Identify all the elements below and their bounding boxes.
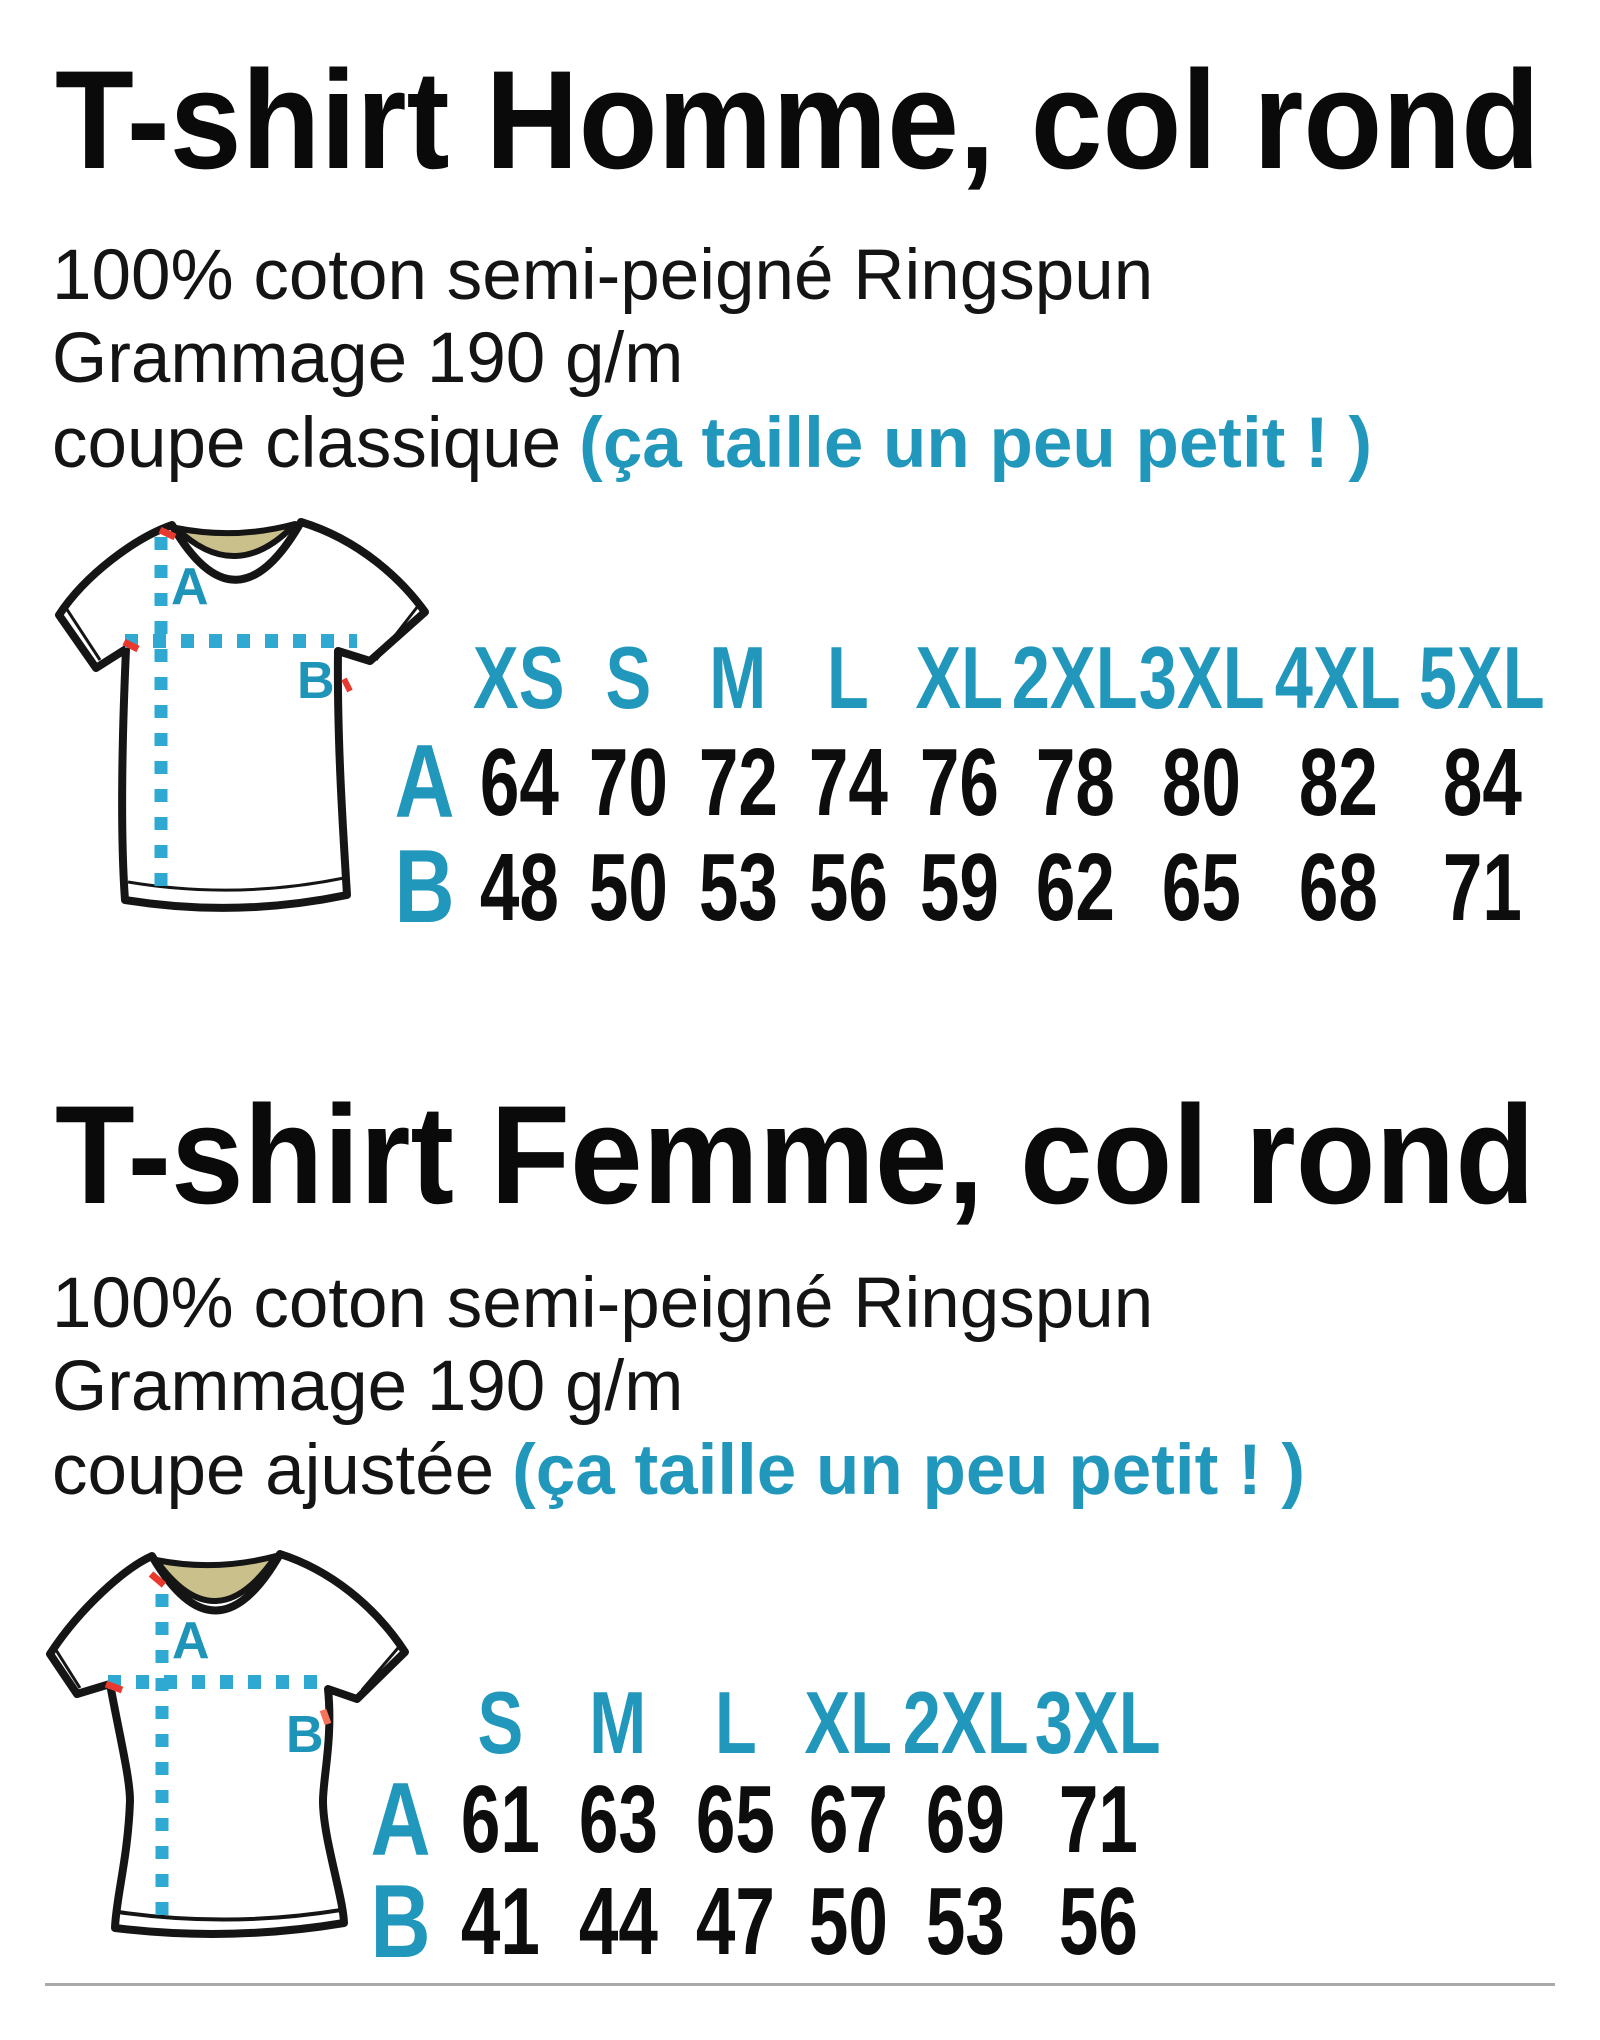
size-header-label: 4XL	[1275, 627, 1401, 727]
row-label: B	[370, 1863, 431, 1980]
homme-size-table	[385, 625, 1556, 945]
tshirt-outline	[50, 1554, 405, 1934]
size-header-label: 5XL	[1419, 627, 1545, 727]
size-header-cell	[443, 1674, 558, 1772]
size-header-cell	[903, 1674, 1028, 1772]
femme-size-table	[358, 1673, 1168, 1980]
size-value: 61	[460, 1766, 541, 1873]
size-value-cell	[1028, 1766, 1168, 1873]
size-value: 65	[1161, 833, 1242, 941]
size-value: 70	[588, 728, 668, 836]
homme-fit-line	[52, 404, 1373, 483]
red-tick-right	[323, 1710, 328, 1724]
size-header-cell	[793, 1674, 903, 1772]
size-value-cell	[683, 730, 793, 835]
size-header-cell	[683, 625, 793, 730]
size-value: 53	[925, 1868, 1006, 1975]
size-value-cell	[678, 1766, 793, 1873]
femme-weight-line: Grammage 190 g/m	[52, 1347, 684, 1426]
red-tick-right	[344, 679, 350, 691]
size-header-cell	[1135, 625, 1268, 730]
femme-fit-line	[52, 1431, 1306, 1510]
size-header-label: 2XL	[902, 1673, 1029, 1772]
size-header-label: XL	[804, 1673, 892, 1772]
size-value-cell	[1408, 835, 1556, 940]
size-header-cell	[1028, 1674, 1168, 1772]
size-value-cell	[558, 1766, 678, 1873]
size-header-label: 3XL	[1138, 627, 1265, 727]
size-value: 82	[1298, 728, 1378, 836]
size-value-cell	[903, 1766, 1028, 1873]
size-value-cell	[1028, 1868, 1168, 1976]
size-value-cell	[1015, 835, 1135, 940]
size-value-cell	[1015, 730, 1135, 835]
row-label: A	[394, 724, 456, 840]
size-value: 56	[808, 833, 888, 941]
size-value-cell	[558, 1868, 678, 1976]
size-value: 56	[1058, 1868, 1138, 1975]
size-header-cell	[1012, 625, 1138, 730]
femme-material-line: 100% coton semi-peigné Ringspun	[52, 1264, 1154, 1343]
size-header-cell	[793, 625, 903, 730]
size-value: 62	[1035, 833, 1115, 941]
size-header-label: L	[714, 1673, 757, 1772]
size-value: 64	[479, 728, 559, 836]
row-label-cell	[385, 829, 465, 945]
size-value-cell	[443, 1868, 558, 1976]
size-value: 68	[1298, 833, 1378, 941]
size-value: 69	[925, 1766, 1006, 1873]
bottom-divider	[45, 1983, 1555, 1986]
size-value: 76	[919, 728, 999, 836]
size-header-label: M	[709, 627, 767, 727]
homme-fit-note: (ça taille un peu petit ! )	[579, 404, 1373, 483]
size-value-cell	[573, 730, 683, 835]
diagram-label-a: A	[172, 1612, 210, 1670]
size-header-label: 3XL	[1035, 1673, 1161, 1772]
row-label: A	[370, 1761, 431, 1878]
diagram-label-b: B	[286, 1706, 324, 1764]
size-value: 67	[808, 1766, 888, 1873]
size-value-cell	[903, 730, 1015, 835]
size-value-cell	[793, 1868, 903, 1976]
femme-fit-label: coupe ajustée	[52, 1431, 495, 1510]
size-value-cell	[465, 835, 573, 940]
homme-fit-label: coupe classique	[52, 404, 562, 483]
size-header-label: S	[477, 1673, 524, 1772]
femme-title	[55, 1073, 1555, 1263]
homme-title-text: T-shirt Homme, col rond	[55, 41, 1540, 198]
femme-fit-note: (ça taille un peu petit ! )	[512, 1431, 1306, 1510]
femme-title-text: T-shirt Femme, col rond	[55, 1076, 1535, 1233]
size-header-label: 2XL	[1012, 627, 1138, 727]
size-header-label: M	[589, 1673, 647, 1772]
size-value-cell	[573, 835, 683, 940]
size-header-label: L	[827, 627, 869, 727]
size-header-cell	[1268, 625, 1408, 730]
size-header-label: XL	[915, 627, 1003, 727]
size-value-cell	[443, 1766, 558, 1873]
homme-weight-line: Grammage 190 g/m	[52, 319, 684, 398]
size-header-cell	[465, 625, 573, 730]
size-value-cell	[1408, 730, 1556, 835]
size-value: 63	[578, 1766, 658, 1873]
size-value-cell	[1268, 730, 1408, 835]
size-value: 44	[578, 1868, 658, 1975]
size-value: 80	[1161, 728, 1242, 836]
row-label-cell	[358, 1863, 443, 1980]
size-value: 50	[808, 1868, 888, 1975]
size-value-cell	[465, 730, 573, 835]
size-header-label: S	[605, 627, 651, 727]
size-value: 65	[695, 1766, 776, 1873]
size-value-cell	[903, 835, 1015, 940]
size-value: 74	[808, 728, 888, 836]
size-value: 41	[460, 1868, 541, 1975]
size-value: 47	[695, 1868, 776, 1975]
size-value-cell	[1268, 835, 1408, 940]
size-value-cell	[1135, 730, 1268, 835]
size-header-cell	[573, 625, 683, 730]
size-header-cell	[903, 625, 1015, 730]
row-label-cell	[385, 724, 465, 840]
diagram-label-a: A	[171, 558, 209, 616]
tshirt-outline	[59, 522, 425, 908]
size-value: 72	[698, 728, 778, 836]
homme-title	[55, 38, 1555, 228]
size-value-cell	[793, 1766, 903, 1873]
size-value: 53	[698, 833, 778, 941]
size-value: 59	[919, 833, 999, 941]
diagram-label-b: B	[297, 652, 335, 710]
row-label-cell	[358, 1761, 443, 1878]
table-corner	[358, 1674, 443, 1772]
size-value-cell	[1135, 835, 1268, 940]
size-value: 84	[1442, 728, 1522, 836]
size-value-cell	[683, 835, 793, 940]
size-header-cell	[678, 1674, 793, 1772]
size-header-cell	[558, 1674, 678, 1772]
row-label: B	[394, 829, 456, 945]
size-value: 71	[1442, 833, 1522, 941]
size-value: 50	[588, 833, 668, 941]
size-header-cell	[1408, 625, 1556, 730]
size-value-cell	[903, 1868, 1028, 1976]
size-value: 48	[479, 833, 559, 941]
table-corner	[385, 625, 465, 730]
size-header-label: XS	[473, 627, 565, 727]
homme-material-line: 100% coton semi-peigné Ringspun	[52, 236, 1154, 315]
size-value: 78	[1035, 728, 1115, 836]
size-value-cell	[678, 1868, 793, 1976]
size-value-cell	[793, 730, 903, 835]
size-value: 71	[1058, 1766, 1138, 1873]
size-value-cell	[793, 835, 903, 940]
